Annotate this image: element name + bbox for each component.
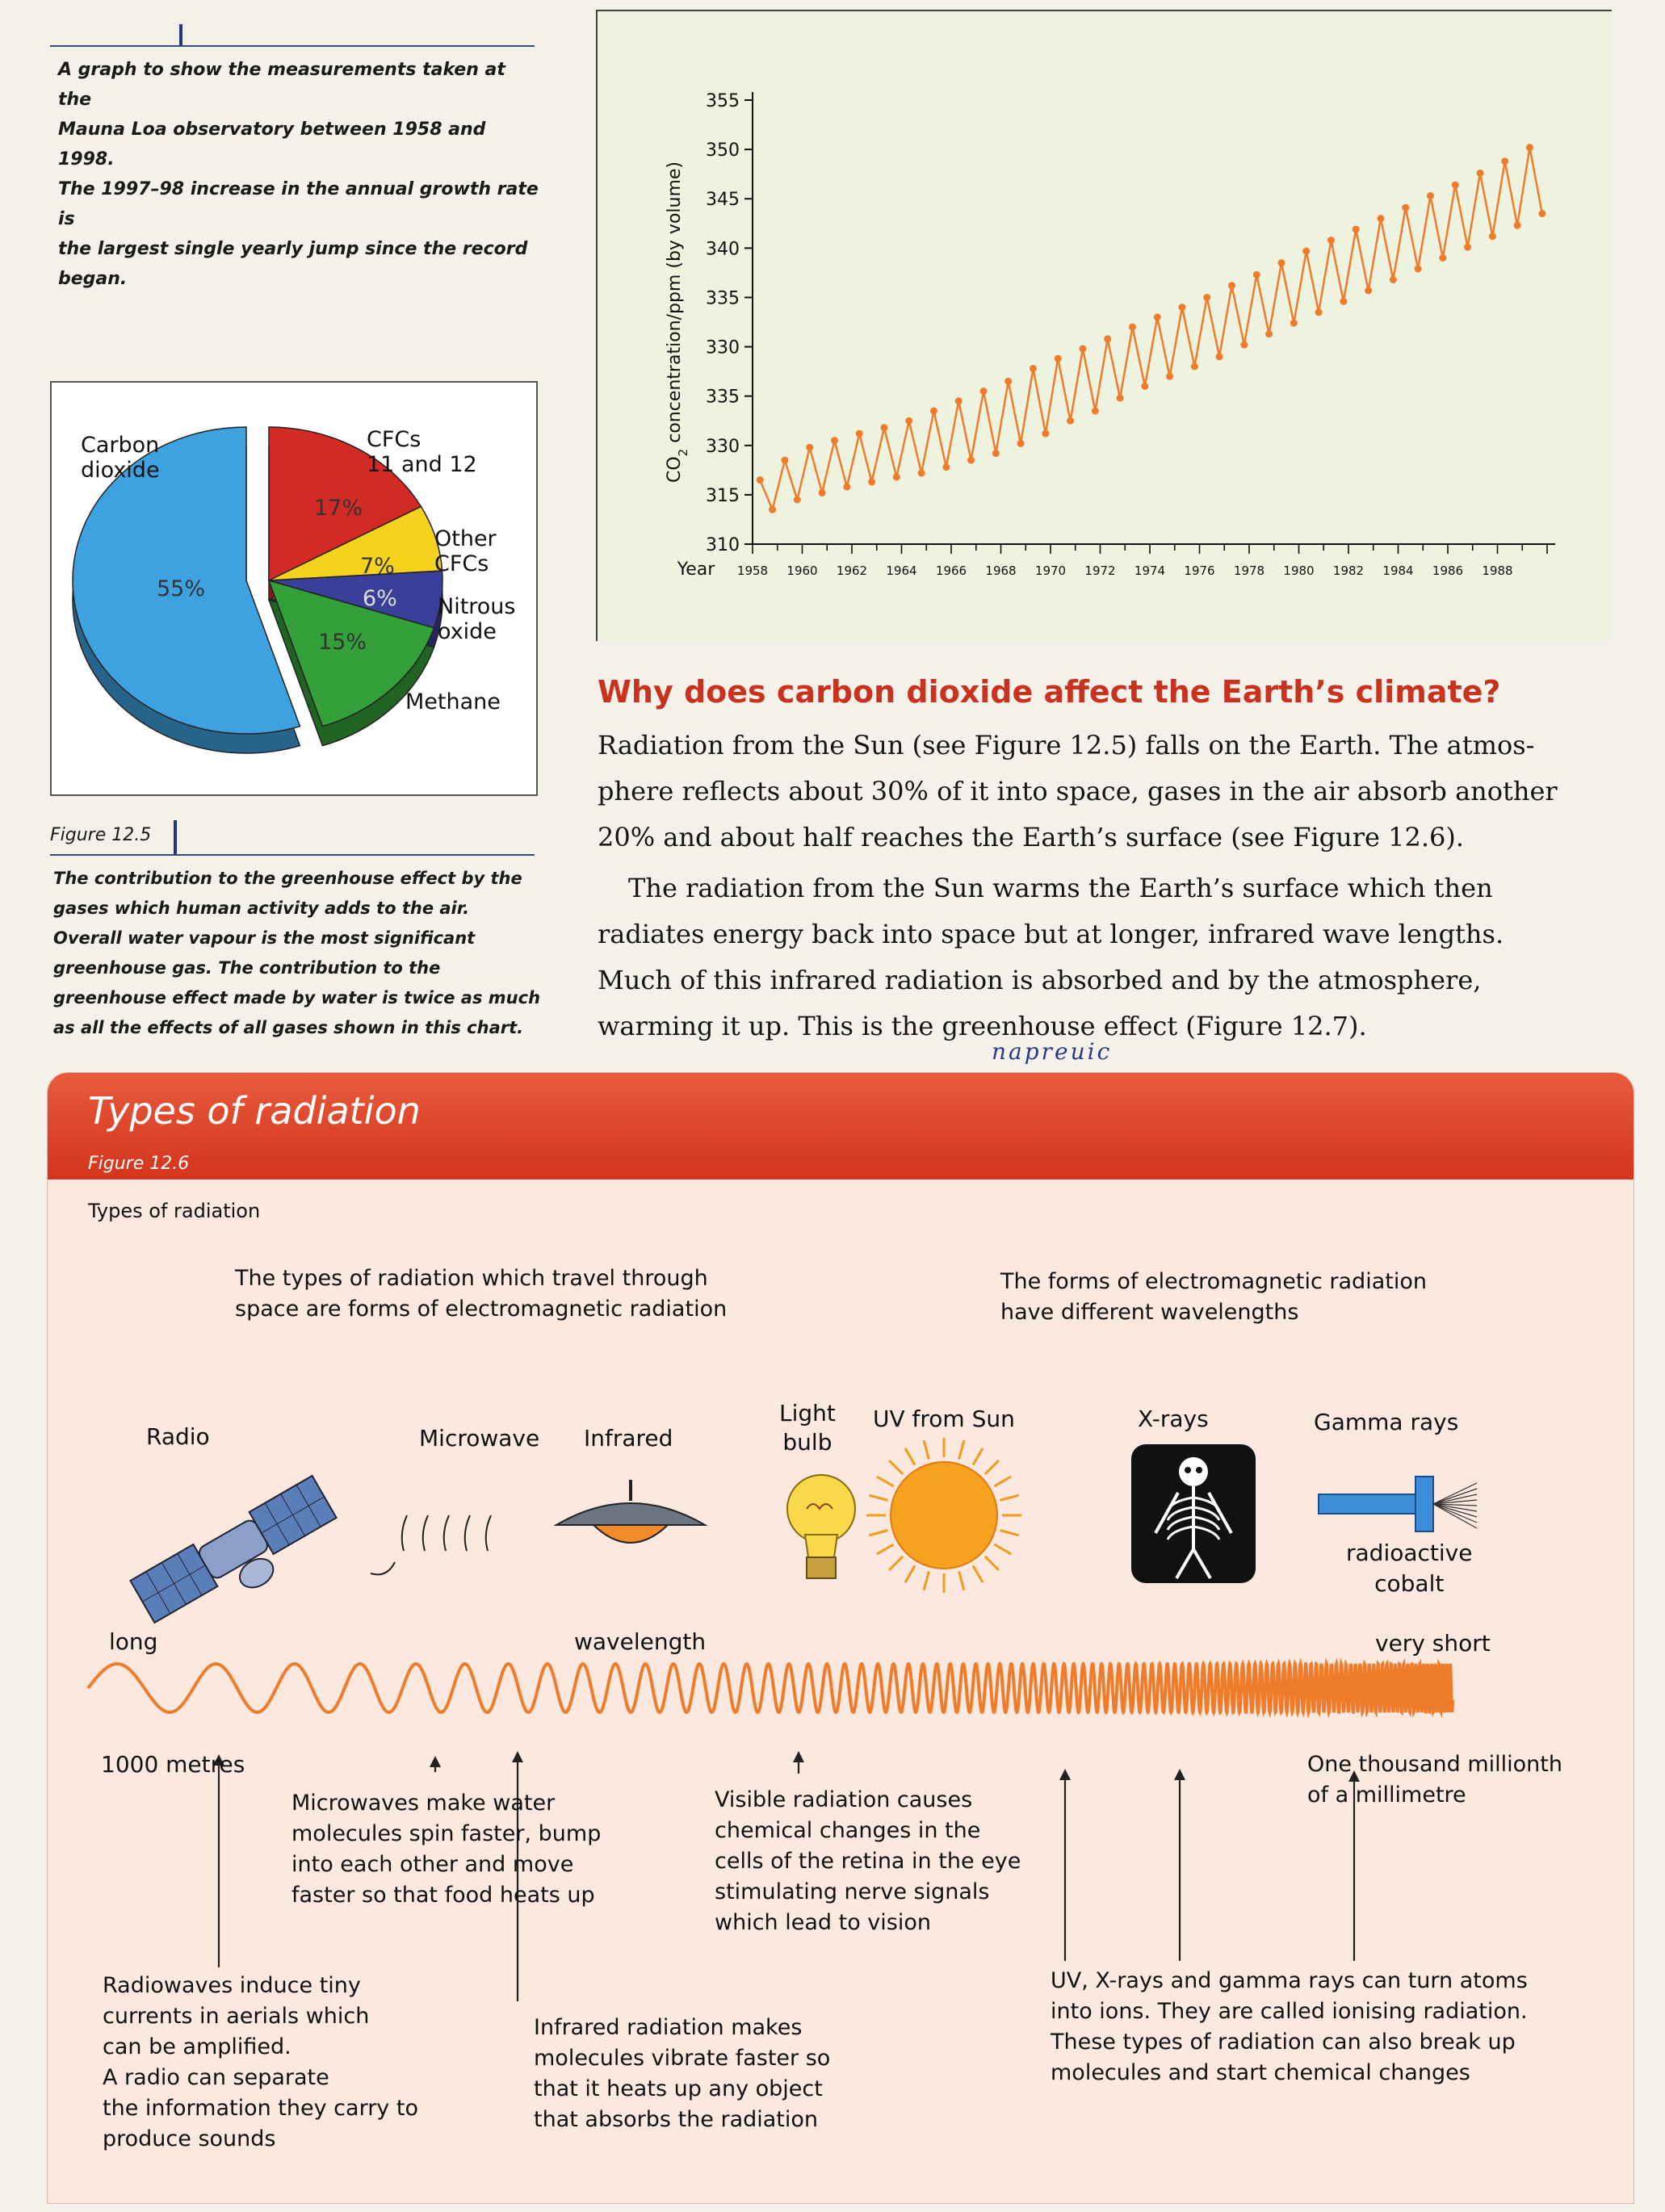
y-tick-label-3: 340: [706, 239, 740, 260]
co2-point-4: [806, 444, 813, 451]
co2-point-20: [1004, 378, 1012, 385]
skull-eye-l: [1185, 1467, 1191, 1473]
co2-point-63: [1538, 210, 1545, 217]
pie-label-cfc: CFCs 11 and 12: [367, 427, 477, 477]
label-light-bulb: Light bulb: [779, 1400, 836, 1456]
co2-chart-panel: [596, 10, 1612, 641]
co2-point-61: [1514, 222, 1521, 229]
x-tick-label-1986: 1986: [1432, 563, 1464, 578]
arrow-microwave-head: [430, 1756, 441, 1767]
satellite-icon: [130, 1476, 346, 1640]
sun-ray-7: [924, 1572, 929, 1590]
co2-point-30: [1129, 324, 1136, 331]
light-bulb-icon: [787, 1475, 855, 1578]
note-ionising: UV, X-rays and gamma rays can turn atoms into ions. They are called ionising radiation. These types of radiation can also break up molecules and start chemical changes: [1051, 1968, 1528, 2085]
x-tick-label-1958: 1958: [736, 563, 769, 578]
pie-label-nitrous-oxide: Nitrous oxide: [438, 594, 516, 644]
y-tick-label-9: 310: [706, 535, 740, 555]
sun-ray-15: [889, 1460, 903, 1474]
label-uv: UV from Sun: [873, 1406, 1015, 1432]
figure-12-5-marker: [174, 820, 177, 856]
label-microwave: Microwave: [419, 1425, 540, 1452]
co2-point-60: [1501, 157, 1508, 165]
caption-rule: [50, 45, 535, 47]
intro-right: The forms of electromagnetic radiation have different wavelengths: [1000, 1269, 1427, 1325]
x-tick-label-1968: 1968: [985, 563, 1017, 578]
x-tick-label-1978: 1978: [1233, 563, 1265, 578]
infrared-lamp-icon: [556, 1480, 705, 1543]
scale-very-short: very short: [1375, 1630, 1491, 1657]
co2-point-50: [1377, 215, 1384, 222]
x-tick-label-1972: 1972: [1084, 563, 1116, 578]
co2-point-12: [905, 417, 912, 425]
scale-long: long: [109, 1628, 158, 1655]
co2-point-51: [1390, 276, 1397, 283]
co2-point-8: [856, 430, 863, 438]
co2-point-24: [1055, 355, 1062, 362]
pie-pct-other-cfcs: 7%: [360, 554, 395, 579]
pie-pct-cfc: 17%: [314, 496, 363, 521]
sun-ray-14: [877, 1477, 894, 1486]
x-tick-label-1980: 1980: [1283, 563, 1315, 578]
sun-ray-1: [1000, 1531, 1019, 1535]
pie-label-co2: Carbon dioxide: [81, 433, 160, 483]
note-infrared: Infrared radiation makes molecules vibrate faster so that it heats up any object that absorbs the radiation: [534, 2015, 831, 2132]
caption-marker: [179, 24, 182, 45]
sun-disc: [891, 1462, 997, 1569]
co2-point-18: [979, 388, 987, 395]
bulb-base: [807, 1557, 836, 1578]
co2-point-38: [1228, 282, 1235, 289]
x-tick-label-1964: 1964: [886, 563, 917, 578]
label-xrays: X-rays: [1138, 1406, 1209, 1432]
co2-point-49: [1365, 287, 1372, 294]
sun-ray-16: [905, 1448, 915, 1465]
gamma-ray-7: [1433, 1504, 1477, 1523]
arrow-visible-head: [793, 1751, 804, 1762]
co2-point-44: [1302, 248, 1310, 255]
co2-point-45: [1315, 308, 1323, 316]
co2-point-15: [942, 463, 950, 471]
co2-point-36: [1203, 294, 1210, 301]
sun-ray-4: [973, 1565, 983, 1582]
co2-point-11: [893, 473, 900, 480]
skull: [1179, 1457, 1208, 1486]
y-tick-label-7: 330: [706, 436, 740, 457]
x-tick-label-1974: 1974: [1134, 563, 1166, 578]
pie-pct-nitrous-oxide: 6%: [363, 586, 397, 611]
co2-point-19: [992, 450, 1000, 457]
x-tick-label-1984: 1984: [1382, 563, 1414, 578]
co2-point-22: [1030, 365, 1037, 372]
co2-point-62: [1526, 144, 1533, 151]
cobalt-source-icon: [1319, 1477, 1477, 1531]
co2-point-6: [831, 437, 838, 444]
lamp-glow: [593, 1525, 668, 1543]
co2-point-54: [1427, 192, 1434, 199]
co2-point-55: [1439, 254, 1446, 262]
x-tick-label-1988: 1988: [1482, 563, 1513, 578]
microwave-arc-low: [371, 1562, 395, 1574]
sun-ray-9: [889, 1556, 903, 1570]
greenhouse-gas-pie-panel: [50, 381, 538, 796]
co2-point-25: [1067, 417, 1074, 425]
co2-point-57: [1464, 244, 1471, 251]
co2-point-2: [781, 457, 788, 464]
microwave-arc-2: [444, 1515, 449, 1551]
co2-point-34: [1178, 304, 1185, 311]
bulb-glass: [787, 1475, 855, 1543]
co2-point-41: [1265, 330, 1273, 337]
x-tick-label-1976: 1976: [1184, 563, 1215, 578]
label-gamma: Gamma rays: [1314, 1409, 1459, 1435]
co2-point-14: [930, 408, 937, 415]
paragraph-1: Radiation from the Sun (see Figure 12.5) falls on the Earth. The atmos- phere reflects about 30% of it into space, gases in the air absorb another 20% and about half reaches the Earth’s surface (see Figure 12.6).: [598, 730, 1558, 853]
co2-point-56: [1452, 182, 1459, 189]
co2-point-29: [1117, 395, 1124, 402]
co2-point-48: [1353, 226, 1360, 233]
sun-ray-22: [994, 1477, 1011, 1486]
co2-point-39: [1240, 341, 1248, 349]
co2-point-7: [843, 484, 850, 491]
x-tick-label-1970: 1970: [1034, 563, 1067, 578]
scale-wavelength: wavelength: [574, 1628, 707, 1655]
sun-ray-20: [973, 1448, 983, 1465]
microwave-arc-0: [402, 1515, 407, 1551]
bulb-neck: [805, 1535, 837, 1557]
co2-point-23: [1042, 430, 1049, 438]
lamp-shade: [556, 1503, 705, 1525]
sun-ray-19: [959, 1440, 964, 1459]
sun-ray-3: [985, 1556, 999, 1570]
article-heading: Why does carbon dioxide affect the Earth’s climate?: [598, 674, 1501, 710]
y-tick-label-1: 350: [706, 140, 740, 161]
co2-point-16: [955, 397, 963, 404]
scale-millionth: One thousand millionth of a millimetre: [1307, 1752, 1562, 1808]
y-axis-title: $CO_2$ concentration/ppm (by volume): [665, 161, 690, 484]
types-of-radiation-panel: [47, 1072, 1634, 2204]
co2-line-chart: [598, 11, 1612, 641]
microwave-arc-4: [486, 1515, 491, 1551]
co2-point-1: [769, 506, 776, 513]
x-tick-label-1960: 1960: [786, 563, 818, 578]
co2-point-9: [868, 479, 875, 486]
wavelength-wave: [88, 1664, 1453, 1712]
source-rod: [1319, 1494, 1415, 1514]
co2-point-28: [1104, 335, 1111, 342]
pie-label-methane: Methane: [405, 689, 501, 714]
y-tick-label-4: 335: [706, 288, 740, 309]
co2-point-43: [1290, 320, 1298, 327]
co2-point-13: [918, 470, 925, 477]
pie-label-other-cfcs: Other CFCs: [434, 526, 497, 576]
figure-12-5-rule: [50, 854, 535, 856]
sun-ray-11: [869, 1531, 887, 1535]
sun-ray-13: [869, 1495, 887, 1500]
label-radio: Radio: [146, 1423, 210, 1450]
y-tick-label-2: 345: [706, 190, 740, 211]
note-radio: Radiowaves induce tiny currents in aerials which can be amplified. A radio can separate the information they carry to produce sounds: [103, 1973, 418, 2151]
xray-icon: [1131, 1444, 1256, 1583]
co2-point-46: [1327, 237, 1335, 244]
co2-point-0: [757, 476, 764, 484]
sun-ray-21: [985, 1460, 999, 1474]
co2-point-58: [1476, 170, 1483, 177]
co2-point-5: [819, 489, 826, 496]
co2-point-27: [1092, 408, 1099, 415]
co2-point-17: [967, 457, 975, 464]
co2-point-35: [1191, 363, 1198, 371]
paragraph-2: The radiation from the Sun warms the Earth’s surface which then radiates energy back into space but at longer, infrared wave lengths. Much of this infrared radiation is absorbed and by the atmosphere, warming it up. This is the greenhouse effect (Figure 12.7).: [598, 873, 1504, 1041]
figure-12-5-label: Figure 12.5: [50, 825, 152, 845]
arrow-uv-head: [1059, 1769, 1071, 1780]
arrow-xray-head: [1174, 1769, 1185, 1780]
sun-ray-10: [877, 1544, 894, 1554]
scale-1000-metres: 1000 metres: [101, 1751, 245, 1778]
sun-ray-17: [924, 1440, 929, 1459]
source-head: [1415, 1477, 1433, 1531]
pie-pct-co2: 55%: [157, 576, 206, 601]
co2-point-59: [1489, 233, 1496, 240]
y-tick-label-6: 335: [706, 387, 740, 408]
co2-point-52: [1402, 204, 1409, 212]
mauna-loa-caption: A graph to show the measurements taken at the Mauna Loa observatory between 1958 and 1998. The 1997–98 increase in the annual growth rate is the largest single yearly jump since the record began.: [58, 60, 539, 289]
sun-ray-23: [1000, 1495, 1019, 1500]
microwave-arc-3: [465, 1515, 470, 1551]
co2-point-3: [794, 496, 801, 504]
figure-12-6-label: Figure 12.6: [88, 1154, 190, 1174]
arrow-infrared-head: [512, 1751, 523, 1762]
y-tick-label-8: 315: [706, 485, 740, 506]
co2-point-53: [1415, 266, 1422, 273]
x-tick-label-1982: 1982: [1332, 563, 1365, 578]
co2-point-26: [1079, 346, 1086, 353]
pie-pct-methane: 15%: [318, 630, 367, 655]
co2-point-33: [1166, 373, 1173, 380]
pie-caption: The contribution to the greenhouse effect by the gases which human activity adds to the air. Overall water vapour is the most significant greenhouse gas. The contribution to the greenhouse effect made by water is twice as much as all the effects of all gases shown in this chart.: [53, 869, 541, 1037]
x-axis-title: Year: [677, 559, 715, 580]
skull-eye-r: [1196, 1467, 1202, 1473]
co2-series-line: [760, 148, 1542, 510]
co2-point-37: [1216, 353, 1223, 360]
x-tick-label-1962: 1962: [836, 563, 868, 578]
sun-icon: [866, 1438, 1021, 1593]
co2-point-47: [1340, 298, 1347, 305]
y-tick-label-0: 355: [706, 91, 740, 111]
co2-point-32: [1154, 313, 1161, 320]
co2-point-31: [1141, 383, 1148, 390]
sun-ray-2: [994, 1544, 1011, 1554]
co2-point-21: [1017, 440, 1025, 447]
y-tick-label-5: 330: [706, 337, 740, 358]
co2-point-40: [1253, 271, 1260, 279]
note-microwave: Microwaves make water molecules spin faster, bump into each other and move faster so that food heats up: [291, 1791, 602, 1908]
handwritten-note: napreuic: [992, 1038, 1113, 1065]
note-visible: Visible radiation causes chemical changes in the cells of the retina in the eye stimulating nerve signals which lead to vision: [715, 1787, 1021, 1935]
label-infrared: Infrared: [584, 1425, 673, 1452]
x-tick-label-1966: 1966: [935, 563, 967, 578]
microwave-arc-1: [423, 1515, 428, 1551]
gamma-ray-2: [1433, 1494, 1477, 1504]
radiation-title: Types of radiation: [88, 1089, 421, 1133]
sun-ray-5: [959, 1572, 964, 1590]
intro-left: The types of radiation which travel through space are forms of electromagnetic radiation: [235, 1266, 728, 1322]
label-cobalt: radioactive cobalt: [1346, 1540, 1473, 1597]
co2-point-10: [880, 424, 887, 431]
sun-ray-8: [905, 1565, 915, 1582]
radiation-subtitle: Types of radiation: [88, 1200, 261, 1222]
co2-point-42: [1277, 259, 1285, 266]
